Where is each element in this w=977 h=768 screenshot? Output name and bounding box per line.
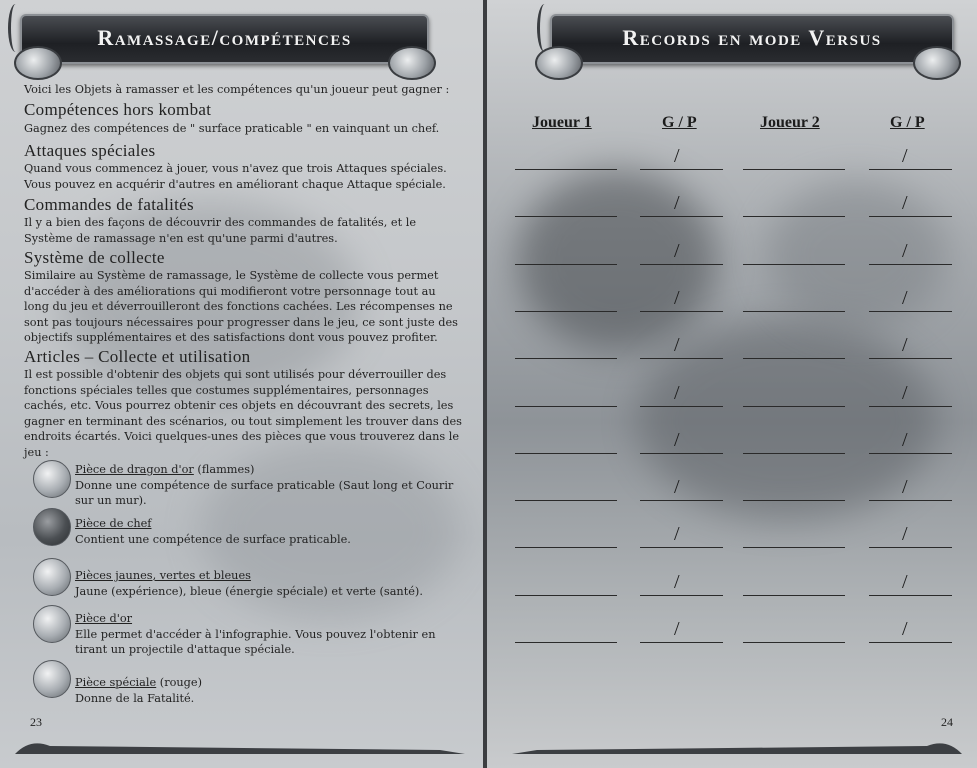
- column-header-win-loss-1: G / P: [662, 114, 697, 131]
- score-line-wl-1[interactable]: [640, 453, 723, 454]
- section-heading: Attaques spéciales: [24, 141, 156, 160]
- win-loss-slash-1: /: [674, 334, 680, 356]
- score-line-wl-2[interactable]: [869, 311, 952, 312]
- win-loss-slash-1: /: [674, 476, 680, 498]
- list-item: [75, 516, 465, 547]
- score-line-wl-2[interactable]: [869, 216, 952, 217]
- score-line-player-1[interactable]: [515, 169, 617, 170]
- section-heading: Commandes de fatalités: [24, 195, 194, 214]
- score-line-player-1[interactable]: [515, 216, 617, 217]
- score-line-player-1[interactable]: [515, 264, 617, 265]
- score-line-player-1[interactable]: [515, 406, 617, 407]
- colored-coins-icon: [33, 558, 71, 596]
- banner-horn-icon: [537, 4, 552, 52]
- score-line-wl-1[interactable]: [640, 595, 723, 596]
- win-loss-slash-2: /: [902, 287, 908, 309]
- score-line-player-2[interactable]: [743, 500, 845, 501]
- item-name: Pièce de dragon d'or: [75, 463, 194, 476]
- intro-text: Voici les Objets à ramasser et les compétences qu'un joueur peut gagner :: [24, 83, 450, 96]
- section-body: Similaire au Système de ramassage, le Système de collecte vous permet d'accéder à des améliorations qui modifieront votre personnage tout au long du jeu et déverrouilleront des fonctions cachées. Les récompenses ne sont pas toujours nécessaires pour progresser dans le jeu, ce sont juste des objectifs supplémentaires et des satisfactions dont vous pouvez profiter.: [24, 269, 458, 344]
- section-body: Il est possible d'obtenir des objets qui sont utilisés pour déverrouiller des fonctions spéciales telles que costumes supplémentaires, personnages cachés, etc. Vous pourrez obtenir ces objets en découvrant des secrets, les gagner en terminant des scénarios, ou tout simplement les trouver dans des endroits écartés. Voici quelques-unes des pièces que vous trouverez dans le jeu :: [24, 368, 462, 459]
- section-heading: Système de collecte: [24, 248, 165, 267]
- bottom-ornament: [10, 736, 470, 758]
- score-line-player-1[interactable]: [515, 547, 617, 548]
- win-loss-slash-2: /: [902, 240, 908, 262]
- score-line-wl-1[interactable]: [640, 500, 723, 501]
- score-line-wl-2[interactable]: [869, 169, 952, 170]
- score-line-player-2[interactable]: [743, 169, 845, 170]
- special-coin-icon: [33, 660, 71, 698]
- column-header-player-1: Joueur 1: [532, 114, 592, 131]
- score-line-player-2[interactable]: [743, 642, 845, 643]
- score-line-player-1[interactable]: [515, 311, 617, 312]
- score-line-wl-2[interactable]: [869, 595, 952, 596]
- win-loss-slash-1: /: [674, 145, 680, 167]
- item-description: Elle permet d'accéder à l'infographie. Vous pouvez l'obtenir en tirant un projectile d'attaque spéciale.: [75, 627, 436, 656]
- section-heading: Compétences hors kombat: [24, 100, 212, 119]
- score-line-wl-1[interactable]: [640, 216, 723, 217]
- column-header-player-2: Joueur 2: [760, 114, 820, 131]
- win-loss-slash-2: /: [902, 429, 908, 451]
- title-banner: [20, 14, 429, 64]
- list-item: Pièce spéciale (rouge) Donne de la Fatalité.: [75, 676, 203, 705]
- right-page: [487, 0, 977, 768]
- item-description: Donne de la Fatalité.: [75, 691, 195, 705]
- score-line-player-2[interactable]: [743, 595, 845, 596]
- background-art: [517, 170, 717, 350]
- dragon-logo-icon: [14, 46, 62, 80]
- background-art: [637, 320, 937, 520]
- bottom-ornament: [507, 736, 967, 758]
- score-line-wl-2[interactable]: [869, 453, 952, 454]
- item-description: Jaune (expérience), bleue (énergie spéciale) et verte (santé).: [75, 584, 423, 598]
- section-body: Gagnez des compétences de " surface praticable " en vainquant un chef.: [24, 122, 440, 135]
- section-heading: Articles – Collecte et utilisation: [24, 347, 251, 366]
- section-body: Quand vous commencez à jouer, vous n'avez que trois Attaques spéciales. Vous pouvez en acquérir d'autres en améliorant chaque Attaque spéciale.: [24, 162, 447, 191]
- score-line-wl-2[interactable]: [869, 642, 952, 643]
- score-line-wl-2[interactable]: [869, 500, 952, 501]
- win-loss-slash-1: /: [674, 240, 680, 262]
- score-line-wl-1[interactable]: [640, 311, 723, 312]
- score-line-player-1[interactable]: [515, 453, 617, 454]
- score-line-wl-2[interactable]: [869, 547, 952, 548]
- column-header-win-loss-2: G / P: [890, 114, 925, 131]
- win-loss-slash-1: /: [674, 618, 680, 640]
- item-name: Pièce d'or: [75, 612, 133, 625]
- win-loss-slash-2: /: [902, 382, 908, 404]
- win-loss-slash-1: /: [674, 523, 680, 545]
- score-line-player-1[interactable]: [515, 595, 617, 596]
- score-line-player-2[interactable]: [743, 216, 845, 217]
- score-line-player-2[interactable]: [743, 453, 845, 454]
- left-page: [0, 0, 483, 768]
- score-line-wl-1[interactable]: [640, 358, 723, 359]
- list-item: [75, 611, 465, 658]
- boss-coin-icon: [33, 508, 71, 546]
- gold-coin-icon: [33, 605, 71, 643]
- item-name: Pièce de chef: [75, 517, 152, 530]
- win-loss-slash-1: /: [674, 429, 680, 451]
- win-loss-slash-1: /: [674, 382, 680, 404]
- score-line-wl-1[interactable]: [640, 169, 723, 170]
- score-line-player-1[interactable]: [515, 358, 617, 359]
- dragon-logo-icon: [535, 46, 583, 80]
- background-art: [767, 180, 947, 330]
- win-loss-slash-2: /: [902, 476, 908, 498]
- score-line-wl-2[interactable]: [869, 406, 952, 407]
- page-number: 24: [941, 715, 953, 729]
- score-line-player-2[interactable]: [743, 311, 845, 312]
- score-line-player-2[interactable]: [743, 406, 845, 407]
- win-loss-slash-1: /: [674, 287, 680, 309]
- score-line-player-2[interactable]: [743, 547, 845, 548]
- win-loss-slash-2: /: [902, 192, 908, 214]
- score-line-wl-1[interactable]: [640, 547, 723, 548]
- section-body: Il y a bien des façons de découvrir des commandes de fatalités, et le Système de ramassage n'en est qu'une parmi d'autres.: [24, 216, 417, 245]
- score-line-wl-2[interactable]: [869, 358, 952, 359]
- win-loss-slash-2: /: [902, 571, 908, 593]
- win-loss-slash-1: /: [674, 571, 680, 593]
- page-number: 23: [30, 715, 42, 729]
- win-loss-slash-2: /: [902, 334, 908, 356]
- win-loss-slash-2: /: [902, 618, 908, 640]
- item-name: Pièces jaunes, vertes et bleues: [75, 569, 251, 582]
- score-line-wl-2[interactable]: [869, 264, 952, 265]
- list-item: Pièce de dragon d'or (flammes) Donne une compétence de surface praticable (Saut long et Courir sur un mur).: [75, 463, 454, 507]
- dragon-logo-icon: [388, 46, 436, 80]
- win-loss-slash-2: /: [902, 523, 908, 545]
- score-line-wl-1[interactable]: [640, 406, 723, 407]
- item-description: Contient une compétence de surface praticable.: [75, 532, 351, 546]
- score-line-wl-1[interactable]: [640, 642, 723, 643]
- score-line-player-2[interactable]: [743, 358, 845, 359]
- item-description: Donne une compétence de surface praticable (Saut long et Courir sur un mur).: [75, 478, 454, 507]
- page-title: Ramassage/compétences: [97, 25, 352, 50]
- score-line-wl-1[interactable]: [640, 264, 723, 265]
- score-line-player-1[interactable]: [515, 500, 617, 501]
- page-title: Records en mode Versus: [622, 25, 882, 50]
- score-line-player-1[interactable]: [515, 642, 617, 643]
- title-banner: [550, 14, 954, 64]
- dragon-logo-icon: [913, 46, 961, 80]
- win-loss-slash-2: /: [902, 145, 908, 167]
- win-loss-slash-1: /: [674, 192, 680, 214]
- list-item: [75, 568, 465, 599]
- item-name: Pièce spéciale: [75, 676, 157, 689]
- score-line-player-2[interactable]: [743, 264, 845, 265]
- gold-dragon-coin-icon: [33, 460, 71, 498]
